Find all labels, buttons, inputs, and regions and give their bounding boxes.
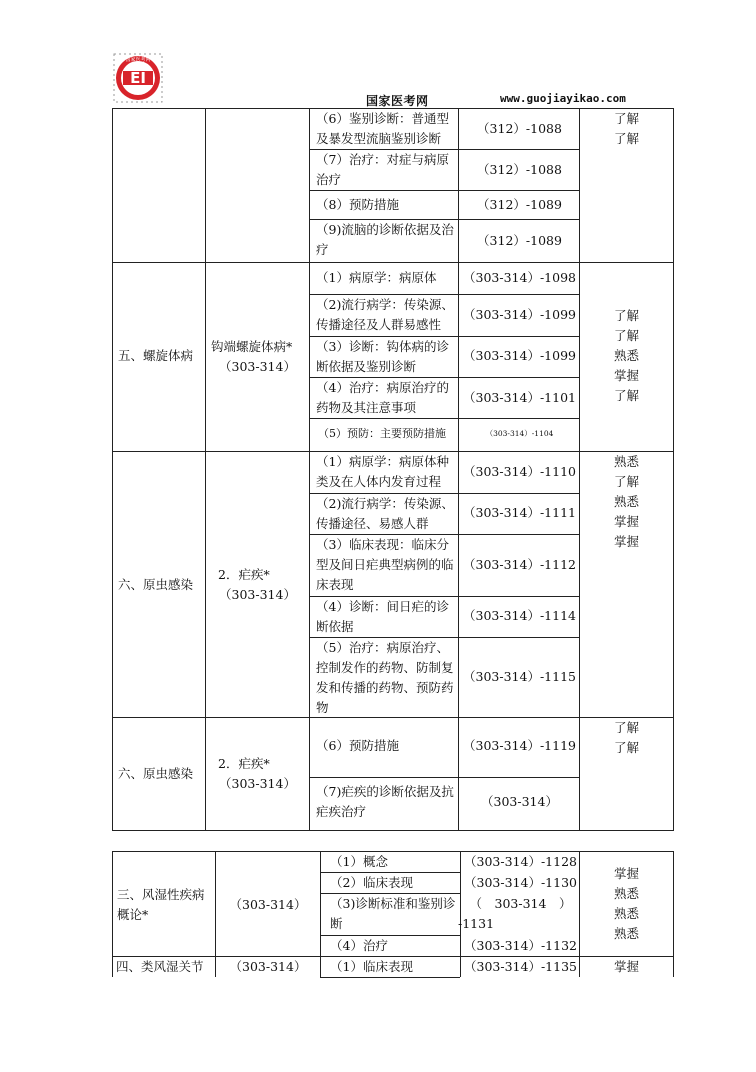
level-text: 了解 xyxy=(613,720,639,735)
page-ref: （303-314）-1135 xyxy=(464,959,577,974)
page-ref: （303-314）-1112 xyxy=(463,557,576,572)
item-text: （6）预防措施 xyxy=(316,738,399,753)
page-ref: （303-314）-1130 xyxy=(464,875,577,890)
level-text: 了解 xyxy=(613,328,639,343)
page-ref: （303-314）-1128 xyxy=(464,854,577,869)
item-text: （2）临床表现 xyxy=(330,875,413,890)
page-ref: （303-314）-1115 xyxy=(463,669,576,684)
page-ref: （312）-1089 xyxy=(477,233,562,248)
level-text: 熟悉 xyxy=(613,926,639,941)
page-ref: （303-314）-1104 xyxy=(485,429,554,438)
site-name: 国家医考网 xyxy=(366,94,429,108)
sub-ref: （303-314） xyxy=(229,897,307,912)
item-text: （1）病原学：病原体种类及在人体内发育过程 xyxy=(316,454,449,489)
item-text: （1）临床表现 xyxy=(330,959,413,974)
level-text: 了解 xyxy=(613,308,639,323)
level-text: 熟悉 xyxy=(613,454,639,469)
item-text: （7)疟疾的诊断依据及抗疟疾治疗 xyxy=(316,784,454,819)
item-text: （3）诊断：钩体病的诊断依据及鉴别诊断 xyxy=(316,339,449,374)
page-ref: （303-314）-1119 xyxy=(463,738,576,753)
site-logo xyxy=(112,52,164,104)
site-url: www.guojiayikao.com xyxy=(500,92,626,105)
unit-title: 六、原虫感染 xyxy=(118,577,194,592)
level-text: 了解 xyxy=(613,474,639,489)
item-text: （4）诊断：间日疟的诊断依据 xyxy=(316,599,449,634)
item-text: （7）治疗：对症与病原治疗 xyxy=(316,152,449,187)
item-text: （2)流行病学：传染源、传播途径及人群易感性 xyxy=(316,297,454,332)
level-text: 掌握 xyxy=(613,368,639,383)
item-text: （5）治疗：病原治疗、控制发作的药物、防制复发和传播的药物、预防药物 xyxy=(316,640,454,715)
sub-ref: （303-314） xyxy=(219,359,296,374)
sub-title: 钩端螺旋体病* xyxy=(211,339,293,354)
page-ref: （303-314）-1110 xyxy=(463,464,576,479)
page-ref: （303-314）-1098 xyxy=(463,270,576,285)
level-text: 掌握 xyxy=(613,534,639,549)
page-ref: （303-314）-1111 xyxy=(463,505,576,520)
level-text: 熟悉 xyxy=(613,886,639,901)
page-ref: （303-314）-1114 xyxy=(463,608,576,623)
page-ref: （312）-1089 xyxy=(477,197,562,212)
item-text: （4）治疗：病原治疗的药物及其注意事项 xyxy=(316,380,449,415)
sub-ref: （303-314） xyxy=(219,776,296,791)
page-ref: （303-314）-1099 xyxy=(463,348,576,363)
logo-glyph: EI xyxy=(130,69,146,87)
unit-title: 六、原虫感染 xyxy=(118,766,194,781)
sub-title: 2．疟疾* xyxy=(218,567,270,582)
page-ref: （303-314） xyxy=(481,794,558,809)
item-text: （1）概念 xyxy=(330,854,388,869)
item-text: （3)诊断标准和鉴别诊断 xyxy=(330,896,456,931)
unit-title: 四、类风湿关节 xyxy=(116,959,204,974)
level-text: 掌握 xyxy=(613,514,639,529)
item-text: （9)流脑的诊断依据及治疗 xyxy=(316,222,454,257)
page-ref-suffix: -1131 xyxy=(458,916,495,931)
item-text: （1）病原学：病原体 xyxy=(316,270,437,285)
page-ref: （ 303-314 ） xyxy=(469,896,572,911)
page-ref: （312）-1088 xyxy=(477,162,562,177)
item-text: （6）鉴别诊断：普通型及暴发型流脑鉴别诊断 xyxy=(316,111,449,146)
level-text: 了解 xyxy=(613,111,639,126)
sub-ref: （303-314） xyxy=(229,959,307,974)
level-text: 熟悉 xyxy=(613,494,639,509)
logo-text: 国家医考网 xyxy=(125,57,151,63)
page-ref: （303-314）-1099 xyxy=(463,307,576,322)
page-ref: （303-314）-1132 xyxy=(464,938,577,953)
sub-title: 2．疟疾* xyxy=(218,756,270,771)
level-text: 了解 xyxy=(613,131,639,146)
unit-title: 三、风湿性疾病概论* xyxy=(117,887,205,922)
item-text: （4）治疗 xyxy=(330,938,388,953)
item-text: （5）预防：主要预防措施 xyxy=(318,427,446,440)
unit-title: 五、螺旋体病 xyxy=(118,348,194,363)
level-text: 熟悉 xyxy=(613,906,639,921)
page-ref: （303-314）-1101 xyxy=(463,390,576,405)
page-ref: （312）-1088 xyxy=(477,121,562,136)
level-text: 了解 xyxy=(613,740,639,755)
level-text: 掌握 xyxy=(613,959,639,974)
level-text: 掌握 xyxy=(613,866,639,881)
level-text: 熟悉 xyxy=(613,348,639,363)
sub-ref: （303-314） xyxy=(219,587,296,602)
item-text: （8）预防措施 xyxy=(316,197,399,212)
item-text: （2)流行病学：传染源、传播途径、易感人群 xyxy=(316,496,454,531)
item-text: （3）临床表现：临床分型及间日疟典型病例的临床表现 xyxy=(316,537,454,592)
level-text: 了解 xyxy=(613,388,639,403)
